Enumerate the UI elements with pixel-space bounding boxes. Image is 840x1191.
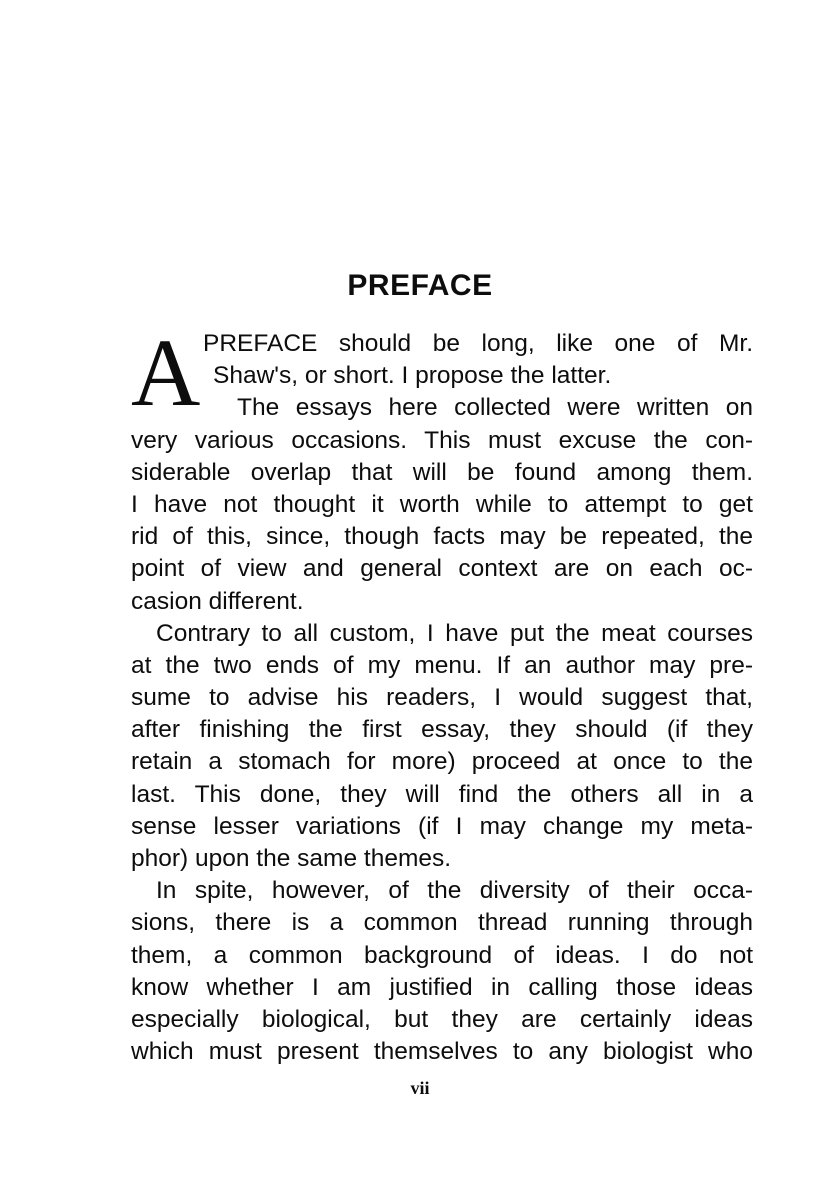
text-line: Shaw's, or short. I propose the latter. <box>213 362 612 390</box>
text-line: point of view and general context are on each oc- <box>131 555 753 583</box>
text-line: In spite, however, of the diversity of their occa- <box>156 877 753 905</box>
text-line: especially biological, but they are certainly ideas <box>131 1005 753 1033</box>
text-line: rid of this, since, though facts may be repeated, the <box>131 523 753 551</box>
text-line: siderable overlap that will be found among them. <box>131 458 753 486</box>
text-line: which must present themselves to any biologist who <box>131 1038 753 1066</box>
text-line: sume to advise his readers, I would suggest that, <box>131 684 753 712</box>
text-line: retain a stomach for more) proceed at once to the <box>131 748 753 776</box>
text-line: after finishing the first essay, they should (if they <box>131 716 753 744</box>
text-line: phor) upon the same themes. <box>131 845 452 872</box>
text-line: PREFACE should be long, like one of Mr. <box>203 330 753 357</box>
preface-text <box>131 319 753 1068</box>
text-line: sense lesser variations (if I may change my meta- <box>131 812 753 840</box>
text-line: sions, there is a common thread running through <box>131 909 753 937</box>
text-line: Contrary to all custom, I have put the meat courses <box>156 619 753 647</box>
text-line: I have not thought it worth while to attempt to get <box>131 490 753 518</box>
text-line: last. This done, they will find the others all in a <box>131 780 753 808</box>
text-line: at the two ends of my menu. If an author may pre- <box>131 651 753 679</box>
text-line: casion different. <box>131 587 304 615</box>
drop-cap: A <box>131 319 201 426</box>
text-line: know whether I am justified in calling those ideas <box>131 973 753 1001</box>
page-title: PREFACE <box>347 269 493 302</box>
text-line: them, a common background of ideas. I do not <box>131 941 753 969</box>
text-line: The essays here collected were written on <box>237 394 753 422</box>
page-number: vii <box>410 1078 430 1098</box>
text-line: very various occasions. This must excuse the con- <box>131 426 753 454</box>
